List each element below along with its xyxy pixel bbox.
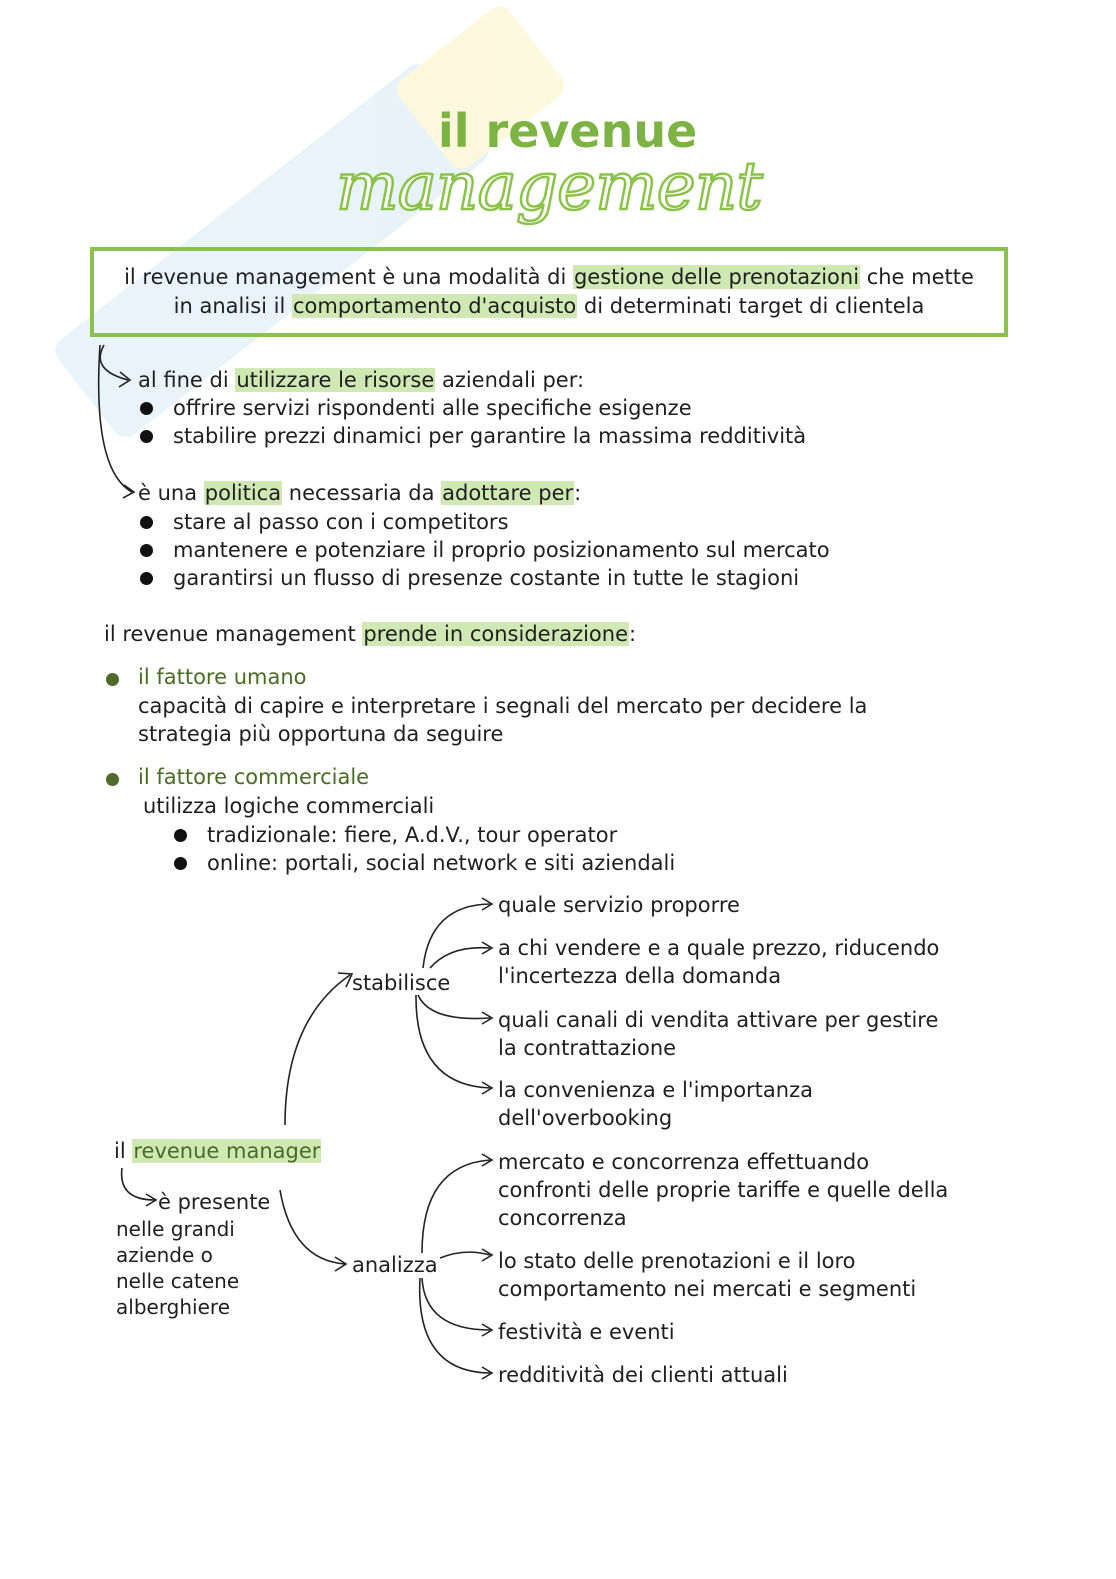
purpose-prefix: al fine di [138, 368, 236, 392]
def-highlight: comportamento d'acquisto [293, 294, 577, 318]
page-title-line2: management [336, 148, 762, 225]
establishes-item: la convenienza e l'importanza dell'overbooking [498, 1078, 813, 1130]
analyzes-label: analizza [352, 1253, 438, 1277]
human-factor-desc2: strategia più opportuna da seguire [138, 722, 504, 746]
def-part: il revenue management è una modalità di [124, 265, 573, 289]
revenue-manager-label: il revenue manager [114, 1139, 321, 1163]
establishes-label: stabilisce [352, 971, 451, 995]
list-item: online: portali, social network e siti aziendali [174, 849, 675, 877]
list-item: stabilire prezzi dinamici per garantire la massima redditività [140, 422, 806, 450]
considers-line: il revenue management prende in considerazione: [104, 622, 637, 646]
establishes-item: a chi vendere e a quale prezzo, riducendo l'incertezza della domanda [498, 936, 940, 988]
establishes-item: quali canali di vendita attivare per gestire la contrattazione [498, 1008, 939, 1060]
list-item: garantirsi un flusso di presenze costante in tutte le stagioni [140, 564, 799, 592]
analyzes-item: lo stato delle prenotazioni e il loro comportamento nei mercati e segmenti [498, 1249, 917, 1301]
human-factor-title: il fattore umano [138, 665, 307, 689]
list-item: offrire servizi rispondenti alle specifiche esigenze [140, 394, 692, 422]
commercial-factor-title: il fattore commerciale [138, 765, 370, 789]
purpose-highlight: utilizzare le risorse [236, 368, 435, 392]
establishes-item: quale servizio proporre [498, 893, 740, 917]
list-item: mantenere e potenziare il proprio posizionamento sul mercato [140, 536, 830, 564]
def-part: che mette [860, 265, 974, 289]
manager-note: nelle grandi aziende o nelle catene alberghiere [116, 1217, 240, 1319]
analyzes-item: redditività dei clienti attuali [498, 1363, 788, 1387]
def-part: in analisi il [173, 294, 293, 318]
list-item: stare al passo con i competitors [140, 508, 509, 536]
policy-line: è una politica necessaria da adottare per: [138, 481, 582, 505]
human-factor-desc1: capacità di capire e interpretare i segnali del mercato per decidere la [138, 694, 868, 718]
manager-present: è presente [158, 1190, 271, 1214]
def-highlight: gestione delle prenotazioni [573, 265, 860, 289]
commercial-factor-desc: utilizza logiche commerciali [143, 794, 435, 818]
page-title-line1: il revenue [438, 104, 698, 158]
def-part: di determinati target di clientela [577, 294, 925, 318]
analyzes-item: festività e eventi [498, 1320, 675, 1344]
analyzes-item: mercato e concorrenza effettuando confronti delle proprie tariffe e quelle della concorrenza [498, 1150, 949, 1230]
purpose-suffix: aziendali per: [435, 368, 585, 392]
list-item: tradizionale: fiere, A.d.V., tour operator [174, 821, 617, 849]
